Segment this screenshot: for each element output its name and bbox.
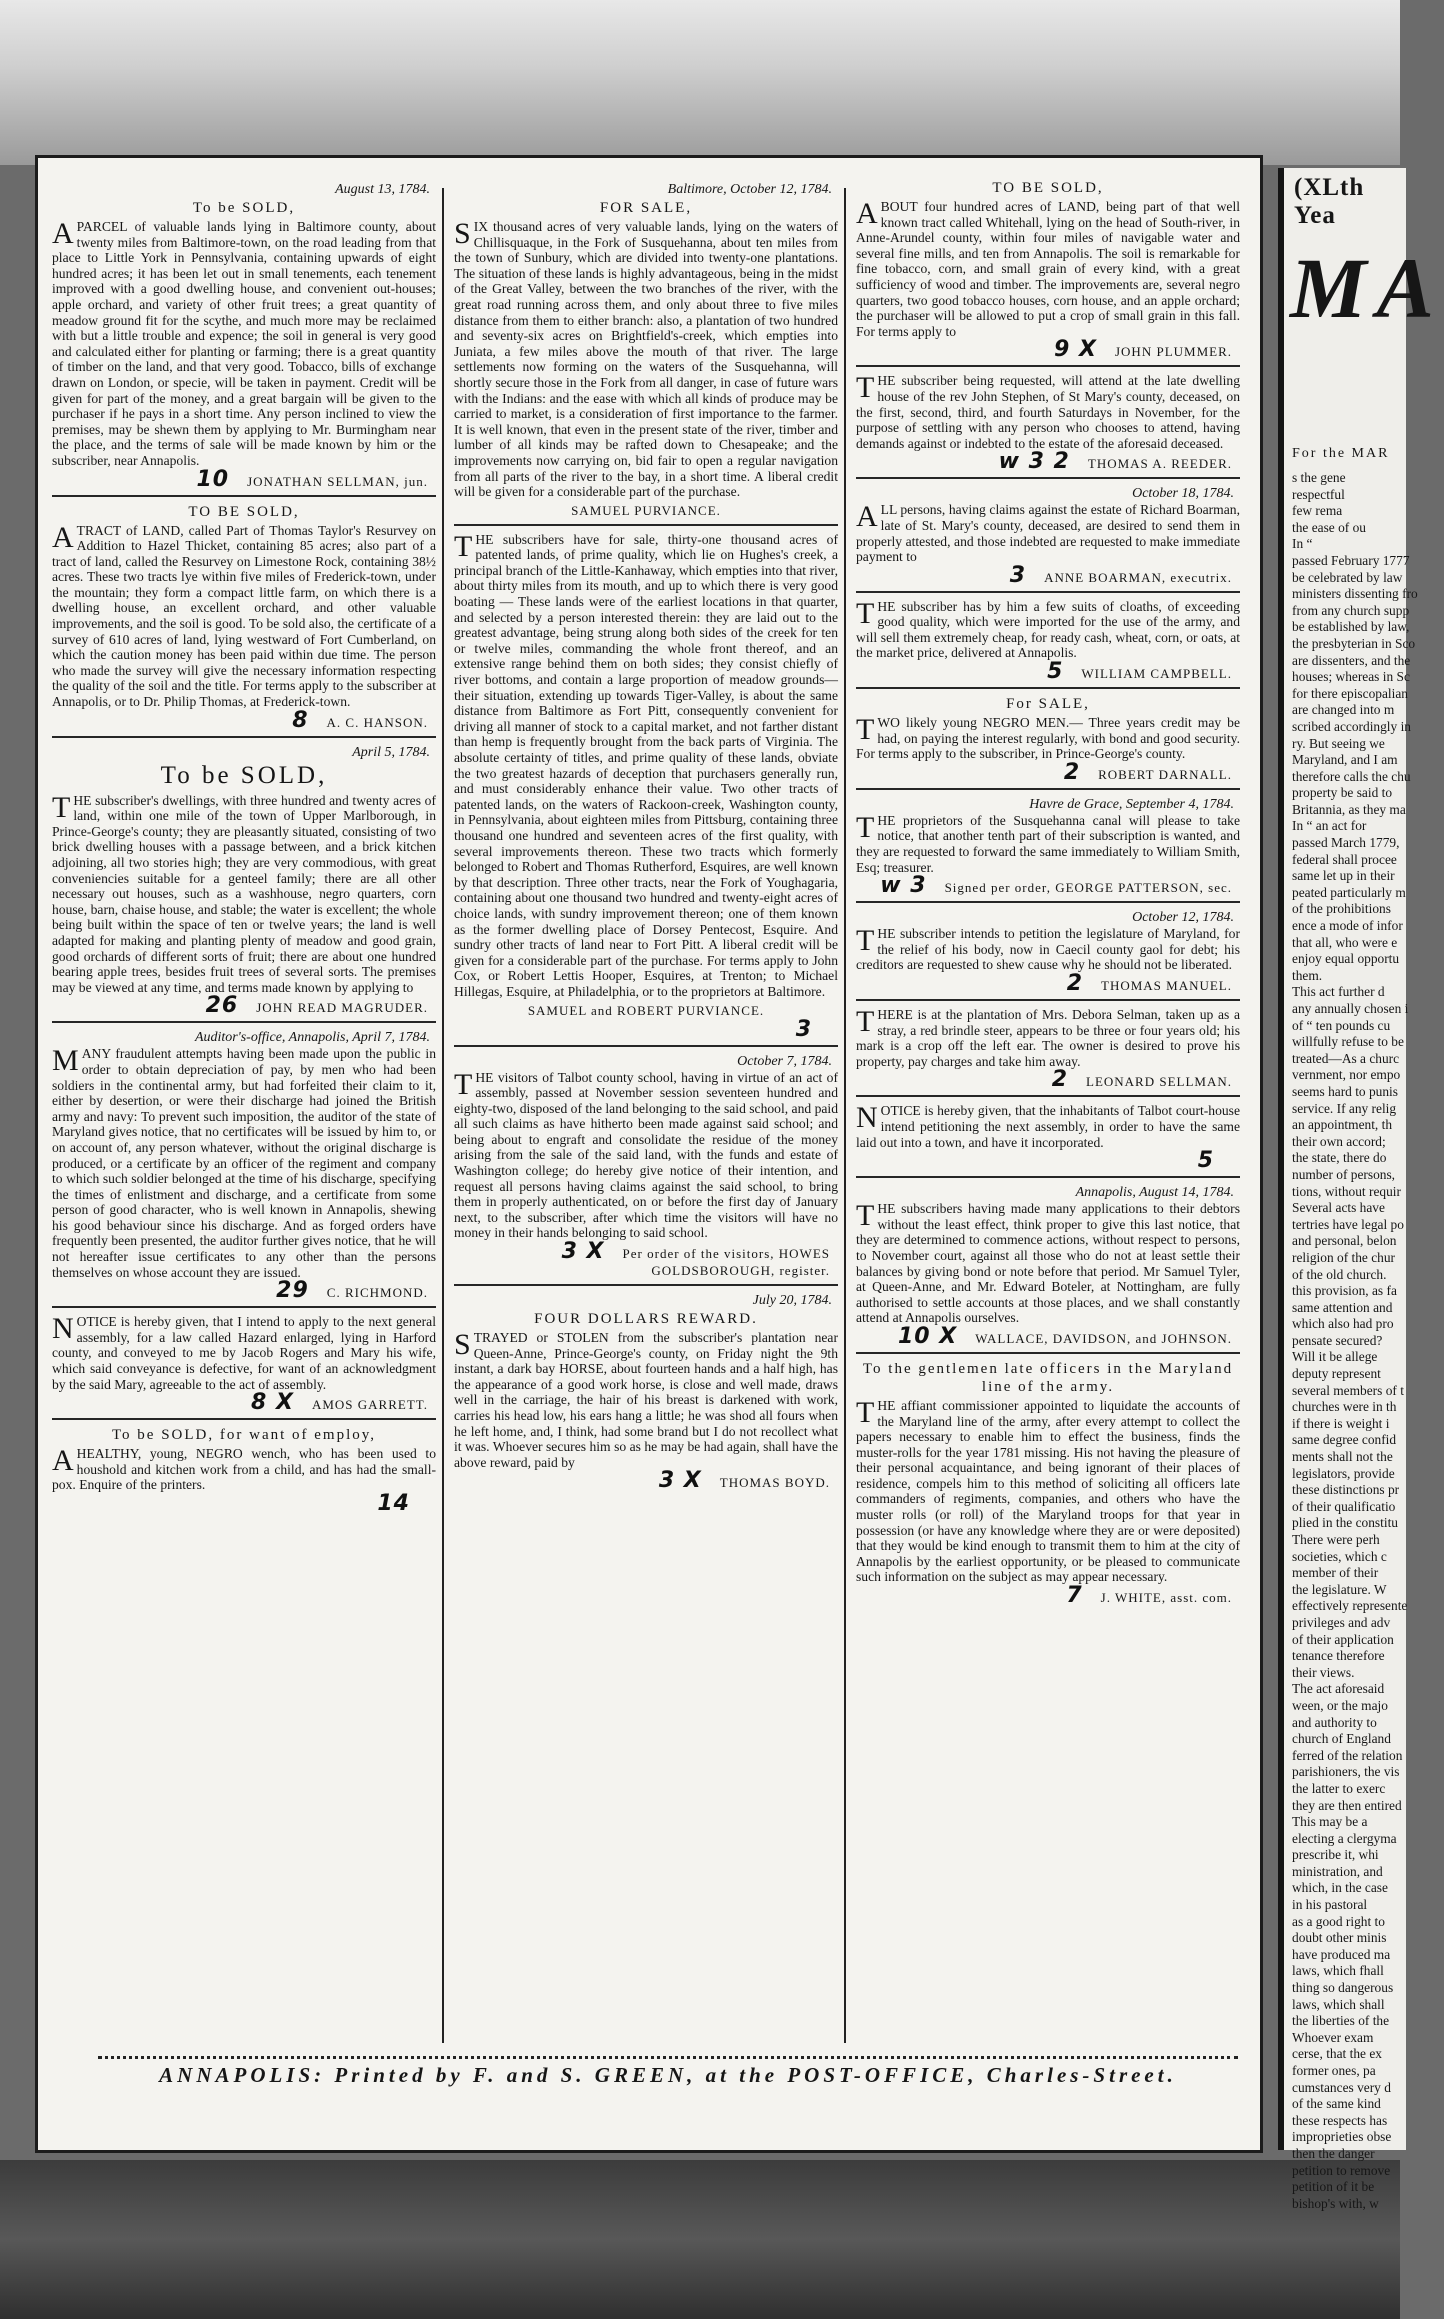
ad-signature-line [856, 1323, 1232, 1349]
handwritten-mark: 2 [1051, 1067, 1068, 1093]
adjacent-page-line: tenance therefore [1292, 1648, 1385, 1664]
advertisement [454, 529, 838, 1047]
ad-signature: JOHN PLUMMER. [1114, 344, 1232, 360]
adjacent-page-line: church of England [1292, 1731, 1391, 1747]
adjacent-page-header: (XLth Yea [1294, 174, 1365, 229]
adjacent-page-line: Maryland, and I am [1292, 752, 1398, 768]
adjacent-page-line: their own accord; [1292, 1133, 1386, 1149]
adjacent-page-line: are dissenters, and the [1292, 652, 1411, 668]
ad-body: THE proprietors of the Susquehanna canal will please to take notice, that another tenth part of their subscription is wanted, and they are requested to forward the same immediately to William Smith, Esq; treasurer. [856, 810, 1240, 875]
adjacent-page-line: In “ an act for [1292, 818, 1367, 834]
adjacent-page-line: that all, who were e [1292, 934, 1398, 950]
ad-body: MANY fraudulent attempts having been made upon the public in order to obtain depreciation of pay, by men who had been soldiers in the continental army, but had forfeited their claim to it, either by desertion, or were their discharge had joined the British army and navy: To prevent such imposition, the auditor of the state of Maryland gives notice, that no certificates will be issued by him to, or on account of, any person whatever, without the original discharge is produced, or a certificate by an officer of the regiment and company to which such soldier belonged at the time of his discharge, specifying the times of enlistment and discharge, and a certificate from some person of good character, who is well known in Annapolis, shewing his good behaviour since his discharge. And as forged orders have frequently been presented, the auditor further gives notice, that he will not hereafter issue certificates to any other than the persons themselves on whose account they are issued. [52, 1044, 436, 1280]
adjacent-page-subtitle: For the MAR [1292, 446, 1390, 461]
ad-heading: FOR SALE, [599, 200, 693, 216]
ad-body: ALL persons, having claims against the estate of Richard Boarman, late of St. Mary's county, deceased, are desired to send them in properly attested, and those indebted are requested to make immediate payment to [856, 500, 1240, 565]
advertisement [52, 744, 436, 1024]
adjacent-page-line: the liberties of the [1292, 2013, 1390, 2029]
adjacent-page-line: several members of t [1292, 1382, 1404, 1398]
adjacent-page-line: ry. But seeing we [1292, 735, 1385, 751]
adjacent-page-line: are changed into m [1292, 702, 1395, 718]
adjacent-page-title: MA [1290, 240, 1444, 336]
adjacent-page-line: property be said to [1292, 785, 1393, 801]
handwritten-mark: 10 [196, 466, 230, 492]
adjacent-page-line: for there episcopalian [1292, 685, 1408, 701]
ad-body: THE subscriber has by him a few suits of cloaths, of exceeding good quality, which were imported for the use of the army, and will sell them extremely cheap, for ready cash, wheat, corn, or oats, at the market price, delivered at Annapolis. [856, 596, 1240, 661]
ad-heading: TO BE SOLD, [992, 180, 1104, 196]
advertisement [856, 179, 1240, 367]
ad-date: August 13, 1784. [335, 182, 430, 197]
ad-signature-line [52, 1390, 428, 1416]
adjacent-page-line: the ease of ou [1292, 519, 1366, 535]
handwritten-mark: w 3 [880, 873, 927, 899]
adjacent-page-line: which also had pro [1292, 1316, 1394, 1332]
adjacent-page-line: thing so dangerous [1292, 1980, 1394, 1996]
adjacent-page-line: ence a mode of infor [1292, 918, 1403, 934]
adjacent-page-line: cumstances very d [1292, 2079, 1391, 2095]
handwritten-mark: 29 [276, 1278, 309, 1304]
adjacent-page-line: vernment, nor empo [1292, 1067, 1401, 1083]
adjacent-page-line: as a good right to [1292, 1913, 1385, 1929]
ad-signature: SAMUEL and ROBERT PURVIANCE. [527, 1002, 765, 1018]
ad-signature: JOHN READ MAGRUDER. [256, 1000, 428, 1016]
ad-body: THERE is at the plantation of Mrs. Debora Selman, taken up as a stray, a red brindle steer, appears to be three or four years old; his mark is a crop off the left ear. The owner is desired to prove his property, pay charges and take him away. [856, 1005, 1240, 1069]
ad-signature: SAMUEL PURVIANCE. [571, 502, 721, 518]
adjacent-page-line: ments shall not the [1292, 1449, 1393, 1465]
adjacent-page-line: federal shall procee [1292, 851, 1397, 867]
handwritten-mark: w 3 2 [998, 449, 1070, 475]
adjacent-page-line: former ones, pa [1292, 2063, 1376, 2078]
handwritten-mark: 3 [1009, 562, 1027, 588]
adjacent-page-line: the state, there do [1292, 1150, 1387, 1166]
ad-signature-line [454, 1468, 830, 1494]
ad-heading: To be SOLD, [160, 761, 328, 789]
scan-background-top [0, 0, 1400, 165]
ad-signature-line [856, 971, 1232, 996]
ad-signature: THOMAS A. REEDER. [1087, 456, 1232, 472]
adjacent-page-line: Whoever exam [1292, 2029, 1374, 2045]
ad-signature-line [52, 466, 428, 492]
adjacent-page-line: treated—As a churc [1292, 1050, 1400, 1066]
advertisement [856, 909, 1240, 1001]
adjacent-page-line: societies, which c [1292, 1548, 1387, 1564]
handwritten-mark: 5 [1047, 659, 1064, 685]
column-middle [454, 178, 838, 1502]
advertisement [856, 1103, 1240, 1178]
adjacent-page-line: of their application [1292, 1631, 1394, 1647]
column-right [856, 178, 1240, 1617]
adjacent-page-line: privileges and adv [1292, 1614, 1391, 1630]
adjacent-page-line: peated particularly m [1292, 884, 1406, 900]
handwritten-mark: 8 [292, 707, 309, 733]
scan-background-bottom [0, 2160, 1400, 2319]
ad-signature: WILLIAM CAMPBELL. [1081, 666, 1232, 682]
adjacent-page-line: the legislature. W [1292, 1581, 1387, 1597]
handwritten-mark: 2 [1066, 971, 1083, 996]
adjacent-page-line: these respects has [1292, 2112, 1388, 2128]
advertisement [856, 485, 1240, 592]
ad-signature-line [856, 1583, 1232, 1609]
adjacent-page-line: and personal, belon [1292, 1233, 1397, 1249]
adjacent-page-line: respectful [1292, 486, 1345, 502]
ad-signature-line [856, 337, 1232, 363]
adjacent-page-line: few rema [1292, 503, 1343, 519]
newspaper-page [38, 158, 1260, 2150]
ad-body: THE subscribers having made many applications to their debtors without the least effect, think proper to give this last notice, that they are determined to commence actions, without respect to persons, to November court, against all those who do not at least settle their balances by giving bond or note before that period. Mr Samuel Tyler, at Queen-Anne, and Mr. Edward Boteler, at Nottingham, are fully authorised to settle accounts at those places, and we shall constantly attend at Annapolis ourselves. [856, 1199, 1240, 1326]
adjacent-page-line: prescribe it, whi [1292, 1847, 1379, 1863]
advertisement [856, 373, 1240, 479]
handwritten-mark: 5 [1197, 1148, 1214, 1174]
ad-signature-line [856, 873, 1232, 899]
adjacent-page-line: and authority to [1292, 1714, 1377, 1730]
handwritten-mark: 26 [205, 993, 239, 1019]
adjacent-page-line: This may be a [1292, 1814, 1368, 1830]
adjacent-page-line: petition to remove [1292, 2162, 1391, 2178]
ad-date: October 18, 1784. [1132, 486, 1234, 502]
adjacent-page-line: petition of it be [1292, 2179, 1375, 2195]
advertisement [52, 181, 436, 497]
ad-body: ABOUT four hundred acres of LAND, being part of that well known tract called Whitehall, lying on the head of South-river, in Anne-Arundel county, within four miles of navigable water and several fine mills, and ten from Annapolis. The soil is remarkable for fine tobacco, corn, and small grain of every kind, with a great sufficiency of wood and timber. The improvements are, several negro quarters, two good tobacco houses, corn house, and an apple orchard; the purchaser will be allowed to put a crop of small grain in this fall. For terms apply to [856, 197, 1240, 339]
adjacent-page-line: have produced ma [1292, 1946, 1391, 1962]
ad-signature-line [454, 1239, 830, 1279]
ad-heading: To be SOLD, for want of employ, [111, 1427, 377, 1444]
adjacent-page-line: any annually chosen i [1292, 1001, 1409, 1016]
adjacent-page-line: deputy represent [1292, 1366, 1381, 1382]
adjacent-page-line: ministration, and [1292, 1863, 1383, 1879]
adjacent-page-line: parishioners, the vis [1292, 1764, 1400, 1780]
ad-signature-line [52, 993, 428, 1019]
advertisement [856, 1360, 1240, 1611]
ad-body: SIX thousand acres of very valuable lands, lying on the waters of Chillisquaque, in the Fork of Susquehanna, about ten miles from the town of Sunbury, which are divided into twenty-one plantations. The situation of these lands is highly advantageous, being in the midst of the Great Valley, between the two branches of the river, with the great road running across them, and only about three to five miles distance from them to either branch: also, a plantation of two hundred and seventy-six acres on Brightfield's-creek, which empties into Juniata, a few miles above the mouth of that river. The large settlements now forming on the waters of the Susquehanna, will shortly secure those in the Fork from all danger, in case of future wars with the Indians: and the ease with which all kinds of produce may be carried to market, is a consideration of first importance to the farmer. It is well known, that even in the present state of the river, timber and lumber of all kinds may be rafted down to Chesapeake; and the improvements now carrying on, bid fair to open a regular navigation from all parts of the river to the bay, in a short time. A liberal credit will be given for a considerable part of the purchase. [454, 217, 838, 500]
ad-signature-line [856, 1067, 1232, 1093]
ad-date: October 12, 1784. [1132, 910, 1234, 926]
adjacent-page-line: same let up in their [1292, 868, 1395, 884]
advertisement [52, 1314, 436, 1420]
column-rule [844, 188, 846, 2043]
adjacent-page-line: this provision, as fa [1292, 1283, 1397, 1299]
adjacent-page-line: passed March 1779, [1292, 835, 1400, 851]
adjacent-page-line: ween, or the majo [1292, 1697, 1388, 1713]
ad-signature-line [856, 449, 1232, 475]
adjacent-page-line: same degree confid [1292, 1432, 1397, 1448]
adjacent-page-line: in his pastoral [1292, 1897, 1368, 1913]
ad-body: THE subscribers have for sale, thirty-one thousand acres of patented lands, of prime quality, which lie on Hughes's creek, a principal branch of the Little-Kanhaway, which empties into that river, about thirty miles from its mouth, and up to which there is very good boating — These lands were of the earliest locations in that quarter, and selected by a person interested therein: they are laid out to the greatest advantage, being strung along both sides of the creek for ten or twelve miles, commanding the whole front thereof, and an extensive range behind them on both sides; they consist chiefly of river bottoms, and contain a large proportion of meadow grounds—their situation, extending up towards Tiger-Valley, is about the same distance from Baltimore as Fort Pitt, consequently convenient for driving all manner of stock to a capital market, and not farther distant than hemp is frequently brought from the back parts of Virginia. The absolute certainty of titles, and prime quality of these lands, obviate the two greatest hazards of deception that purchasers generally run, and must considerably enhance their value. Two other tracts of patented lands, on the waters of Rackoon-creek, Washington county, in Pennsylvania, about eighteen miles from Pittsburg, containing three thousand one hundred and seventeen acres of the first quality, with several improvements thereon. These two tracts which formerly belonged to Robert and Thomas Rutherford, Esquires, are well known by that description. Three other tracts, near the Fork of Youghagaria, containing about one thousand two hundred and twenty-eight acres of choice lands, with sundry improvement thereon; one of them known as the former dwelling place of Dorsey Pentecost, Esquire. And sundry other tracts of land near to Fort Pitt. A liberal credit will be given for a considerable part of the purchase. For terms apply to John Cox, or Robert Lettis Hooper, Esquires, at Trenton; to Michael Hillegas, Esquire, at Philadelphia, or to the proprietors at Baltimore. [454, 529, 838, 999]
adjacent-page-line: of the same kind [1292, 2096, 1381, 2112]
ad-heading: FOUR DOLLARS REWARD. [534, 1311, 758, 1328]
adjacent-page-line: if there is weight i [1292, 1415, 1390, 1431]
handwritten-mark: 8 X [251, 1390, 294, 1416]
ad-signature-line [856, 659, 1232, 685]
ad-body: THE subscriber's dwellings, with three hundred and twenty acres of land, within one mile of the town of Upper Marlborough, in Prince-George's county; they are pleasantly situated, consisting of two brick dwelling houses with a passage between, and a brick kitchen adjoining, all two stories high; they are very commodious, with great conveniencies suitable for a genteel family; there are all other necessary out houses, such as a washhouse, negro quarters, corn house, barn, chaise house, and stable; the water is excellent; the whole being built within the space of ten or twelve years; the land is well adapted for making and planting plenty of meadow and good grain, good orchards of different sorts of fruit; there are about one hundred bearing apple trees, besides fruit trees of several sorts. The premises may be viewed at any time, and terms made known by applying to [52, 790, 436, 995]
ad-signature: C. RICHMOND. [326, 1285, 428, 1301]
adjacent-page-line: pensate secured? [1292, 1332, 1383, 1348]
adjacent-page-line: of the prohibitions [1292, 901, 1391, 917]
ad-signature: Per order of the visitors, HOWES GOLDSBOROUGH, register. [622, 1246, 830, 1279]
ad-heading: To be SOLD, [192, 200, 296, 216]
adjacent-page-line: be celebrated by law [1292, 569, 1403, 585]
ad-body: APARCEL of valuable lands lying in Baltimore county, about twenty miles from Baltimore-town, on the road leading from that place to Little York in Pennsylvania, containing upwards of eight hundred acres; it has been let out in small tenements, each tenement improved with a good dwelling house, and convenient out-houses; apple orchard, and variety of other fruit trees; a great quantity of meadow ground fit for the scythe, and much more may be reclaimed with but a little trouble and expence; the soil in general is very good and calculated either for planting or farming; there is a great quantity of timber on the land, and that very good. Tobacco, bills of exchange drawn on London, or specie, will be taken in payment. Credit will be given for part of the money, and a great bargain will be given to the purchaser if he pays in a short time. Any person inclined to view the premises, may be shewn them by applying to Mr. Burmingham near the place, and the terms of sale will be made known by him or the subscriber, near Annapolis. [52, 217, 436, 468]
adjacent-page-line: tions, without requir [1292, 1183, 1401, 1199]
ad-signature: AMOS GARRETT. [311, 1397, 428, 1413]
advertisement [52, 503, 436, 738]
ad-signature: WALLACE, DAVIDSON, and JOHNSON. [975, 1330, 1232, 1346]
ad-signature: THOMAS BOYD. [719, 1475, 830, 1491]
adjacent-page-line: effectively represente [1292, 1598, 1408, 1614]
adjacent-page-line: plied in the constitu [1292, 1515, 1398, 1531]
ad-signature-line [856, 1148, 1232, 1174]
adjacent-page-line: then the danger [1292, 2145, 1375, 2161]
ad-signature: LEONARD SELLMAN. [1086, 1074, 1232, 1090]
adjacent-page-line: therefore calls the chu [1292, 768, 1411, 784]
advertisement [454, 1053, 838, 1287]
ad-body: TWO likely young NEGRO MEN.— Three years credit may be had, on paying the interest regularly, with bond and good security. For terms apply to the subscriber, in Prince-George's county. [856, 713, 1240, 762]
advertisement [454, 1292, 838, 1496]
adjacent-page-line: electing a clergyma [1292, 1830, 1397, 1846]
ad-signature-line [856, 759, 1232, 785]
ad-body: NOTICE is hereby given, that I intend to apply to the next general assembly, for a law called Hazard enlarged, lying in Harford county, and conveyed to me by Jacob Rogers and Mary his wife, which said conveyance is defective, for want of an acknowledgment by the said Mary, agreeable to the act of assembly. [52, 1312, 436, 1392]
adjacent-page-line: Will it be allege [1292, 1349, 1378, 1365]
ad-body: THE affiant commissioner appointed to liquidate the accounts of the Maryland line of the army, after every attempt to collect the papers necessary to enable him to effect the business, finds the muster-rolls for the year 1781 missing. His not having the pleasure of their personal acquaintance, and being ignorant of their places of residence, compels him to this method of soliciting all officers late commanders of regiments, companies, and others who have the muster rolls (or roll) of the Maryland troops for that year in possession (or have any knowledge where they are or were deposited) that they would be kind enough to transmit them to him at the city of Annapolis by the earliest opportunity, or be pleased to communicate such information on the subject as may appear necessary. [856, 1395, 1240, 1585]
adjacent-page-line: of the old church. [1292, 1266, 1387, 1282]
adjacent-page-line: improprieties obse [1292, 2129, 1392, 2145]
adjacent-page-line: their views. [1292, 1664, 1355, 1680]
ad-date: October 7, 1784. [737, 1053, 832, 1069]
advertisement [856, 796, 1240, 903]
adjacent-page-line: enjoy equal opportu [1292, 951, 1400, 967]
imprint-line: ANNAPOLIS: Printed by F. and S. GREEN, at the POST-OFFICE, Charles-Street. [98, 2056, 1238, 2088]
ad-signature: A. C. HANSON. [326, 714, 428, 730]
advertisement [856, 695, 1240, 790]
adjacent-page-line: houses; whereas in Sc [1292, 669, 1410, 685]
adjacent-page-line: ministers dissenting fro [1292, 586, 1418, 602]
adjacent-page-line: from any church supp [1292, 602, 1410, 618]
adjacent-page-line: passed February 1777 [1292, 552, 1410, 568]
ad-heading: To the gentlemen late officers in the Maryland line of the army. [862, 1360, 1234, 1395]
ad-signature: ROBERT DARNALL. [1098, 766, 1232, 782]
adjacent-page-line: service. If any relig [1292, 1100, 1397, 1116]
ad-signature-line [856, 562, 1232, 588]
ad-body: ATRACT of LAND, called Part of Thomas Taylor's Resurvey on Addition to Hazel Thicket, containing 85 acres; also part of a tract of land, called the Resurvey on Limestone Rock, containing 38½ acres. These two tracts lye within five miles of Frederick-town, under the mountain; they form a compact little farm, on which there is a dwelling house, an excellent orchard, and other valuable improvements, and the soil is good. To be sold also, the certificate of a survey of 610 acres of land, lying westward of Fort Cumberland, on which the caution money has been paid within due time. The person who made the survey will give the necessary information respecting the quality of the soil and the title. For terms apply to the subscriber at Annapolis, or to Dr. Philip Thomas, at Frederick-town. [52, 520, 436, 710]
ad-signature: JONATHAN SELLMAN, jun. [247, 473, 428, 489]
adjacent-page-line: of their qualificatio [1292, 1498, 1396, 1514]
adjacent-page-line: them. [1292, 967, 1323, 983]
column-left [52, 178, 436, 1525]
handwritten-mark: 9 X [1054, 337, 1097, 363]
handwritten-mark: 14 [377, 1491, 410, 1516]
ad-heading: For SALE, [1006, 696, 1090, 713]
adjacent-page-line: cerse, that the ex [1292, 2046, 1382, 2062]
adjacent-page-line: legislators, provide [1292, 1465, 1395, 1481]
ad-body: STRAYED or STOLEN from the subscriber's plantation near Queen-Anne, Prince-George's county, on Friday night the 9th instant, a dark bay HORSE, about fourteen hands and a half high, has the appearance of a good work horse, is close and well made, draws well in the carriage, the hair of his breast is darkened with work, carries his head low, his ears hang a little; he was shod all fours when he left home, and, I think, had some brand but I do not recollect what it was. Whoever secures him so as he may be had again, shall have the above reward, paid by [454, 1328, 838, 1470]
adjacent-page-line: number of persons, [1292, 1166, 1396, 1182]
ad-date: Auditor's-office, Annapolis, April 7, 1784. [194, 1030, 430, 1046]
ad-body: AHEALTHY, young, NEGRO wench, who has been used to houshold and kitchen work from a child, and has had the small-pox. Enquire of the printers. [52, 1444, 436, 1493]
ad-signature-line [454, 1016, 830, 1042]
adjacent-page-line: these distinctions pr [1292, 1482, 1400, 1498]
adjacent-page-line: laws, which fhall [1292, 1963, 1384, 1979]
adjacent-page-line: member of their [1292, 1565, 1379, 1581]
ad-signature: ANNE BOARMAN, executrix. [1044, 569, 1232, 585]
adjacent-page-line: which, in the case [1292, 1880, 1388, 1896]
ad-date: Annapolis, August 14, 1784. [1075, 1185, 1234, 1201]
ad-signature-line [52, 707, 428, 733]
ad-date: Baltimore, October 12, 1784. [667, 182, 832, 197]
ad-date: Havre de Grace, September 4, 1784. [1029, 796, 1234, 812]
advertisement [52, 1426, 436, 1519]
adjacent-page-line: same attention and [1292, 1299, 1393, 1315]
adjacent-page-line: There were perh [1292, 1532, 1380, 1547]
adjacent-page-edge [1278, 168, 1444, 2211]
adjacent-page-line: churches were in th [1292, 1399, 1397, 1415]
ad-body: THE subscriber intends to petition the legislature of Maryland, for the relief of his body, now in Caecil county gaol for debt; his creditors are requested to shew cause why he should not be liberated. [856, 924, 1240, 973]
ad-signature-line [52, 1491, 428, 1516]
ad-date: July 20, 1784. [752, 1293, 832, 1309]
adjacent-page-line: the latter to exerc [1292, 1780, 1386, 1796]
adjacent-page-line: scribed accordingly in [1292, 718, 1411, 734]
handwritten-mark: 3 [795, 1016, 812, 1042]
adjacent-page-line: This act further d [1292, 984, 1385, 1000]
handwritten-mark: 10 X [897, 1323, 958, 1349]
adjacent-page-line: Britannia, as they ma [1292, 801, 1406, 817]
adjacent-page-line: bishop's with, w [1292, 2195, 1379, 2211]
adjacent-page-line: an appointment, th [1292, 1117, 1393, 1133]
adjacent-page-line: religion of the chur [1292, 1249, 1395, 1265]
advertisement [856, 1184, 1240, 1354]
adjacent-page-line: Several acts have [1292, 1200, 1385, 1216]
ad-body: THE visitors of Talbot county school, having in virtue of an act of assembly, passed at November session seventeen hundred and eighty-two, disposed of the land belonging to the said school, and paid all such claims as have hitherto been made against said school; and being about to engraft and consolidate the residue of the money arising from the sale of the said land, with the funds and estate of Washington college; do hereby give notice of their intention, and request all persons having claims against the said school, to bring them in properly authenticated, on or before the first day of January next, to the subscriber, after which time the visitors will have no money in their hands belonging to said school. [454, 1067, 838, 1241]
handwritten-mark: 3 X [658, 1468, 702, 1494]
handwritten-mark: 3 X [561, 1239, 605, 1265]
handwritten-mark: 7 [1066, 1583, 1083, 1609]
advertisement [52, 1029, 436, 1308]
adjacent-page-line: laws, which shall [1292, 1996, 1385, 2012]
advertisement [454, 181, 838, 526]
adjacent-page-line: The act aforesaid [1292, 1681, 1385, 1697]
adjacent-page-line: of “ ten pounds cu [1292, 1017, 1391, 1033]
ad-heading: TO BE SOLD, [188, 503, 300, 520]
column-rule [442, 188, 444, 2043]
ad-signature: THOMAS MANUEL. [1101, 978, 1232, 993]
adjacent-page-line: be established by law, [1292, 619, 1410, 635]
adjacent-page-line: seems hard to punis [1292, 1083, 1398, 1099]
advertisement [856, 596, 1240, 689]
adjacent-page-text [1284, 470, 1418, 2212]
adjacent-page-line: they are then entired [1292, 1797, 1402, 1813]
adjacent-page-line: willfully refuse to be [1292, 1034, 1404, 1050]
adjacent-page-line: s the gene [1292, 470, 1346, 485]
ad-signature: Signed per order, GEORGE PATTERSON, sec. [944, 880, 1232, 896]
ad-signature-line [52, 1278, 428, 1304]
adjacent-page-line: tertries have legal po [1292, 1216, 1404, 1232]
ad-body: THE subscriber being requested, will attend at the late dwelling house of the rev John Stephen, of St Mary's county, deceased, on the first, second, third, and fourth Saturdays in November, for the purpose of settling with any person who chooses to attend, having demands against or indebted to the estate of the aforesaid deceased. [856, 371, 1240, 451]
ad-body: NOTICE is hereby given, that the inhabitants of Talbot court-house intend petitioning the next assembly, in order to have the same laid out into a town, and have it incorporated. [856, 1101, 1240, 1150]
ad-signature: J. WHITE, asst. com. [1100, 1590, 1232, 1606]
adjacent-page-line: the presbyterian in Sco [1292, 635, 1416, 651]
adjacent-page-line: ferred of the relation [1292, 1747, 1403, 1763]
ad-date: April 5, 1784. [352, 744, 430, 760]
handwritten-mark: 2 [1063, 759, 1081, 785]
adjacent-page-line: doubt other minis [1292, 1930, 1387, 1946]
advertisement [856, 1007, 1240, 1097]
adjacent-page-line: In “ [1292, 536, 1313, 552]
